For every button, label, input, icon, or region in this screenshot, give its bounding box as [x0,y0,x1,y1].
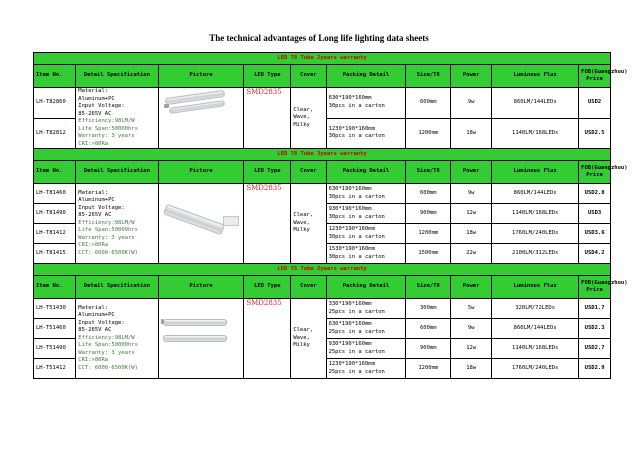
carton-quantity: 30pcs in a carton [328,102,385,109]
spec-line: 85-265V AC [78,212,112,219]
carton-size: 1230*190*160mm [328,125,375,132]
fob-price: USD4.2 [579,244,611,264]
column-header-row [34,65,611,88]
header-packing: Packing Detail [326,65,406,88]
spec-line: Material: [78,189,109,196]
packing-detail [326,224,406,244]
section-heading-row [34,53,611,65]
header-fob: FOB(Guangzhou) Price [579,161,611,184]
carton-size: 330*190*160mm [328,301,372,307]
led-type: SMD2835 [246,88,282,96]
tube-size: 1200mm [406,359,451,379]
header-picture: Picture [158,65,244,88]
carton-size: 1230*190*160mm [328,361,375,367]
power: 18w [451,118,492,149]
item-number: LH-T51412 [34,359,76,379]
section-heading-row [34,149,611,161]
power: 18w [451,359,492,379]
luminous-flux: 1760LM/240LEDs [492,359,579,379]
header-cover: Cover [291,65,326,88]
section-heading: LED T5 Tube 2years warranty [34,264,611,276]
header-led: LED Type [244,161,291,184]
fob-price: USD2 [579,88,611,119]
item-number: LH-T82860 [34,88,76,119]
header-flux: Luminous Flux [492,276,579,299]
fob-price: USD2.7 [579,339,611,359]
fob-price: USD2.3 [579,319,611,339]
spec-line: CCT: 6000-6500K(W) [78,249,138,256]
carton-quantity: 25pcs in a carton [328,368,385,375]
carton-size: 630*190*160mm [328,95,372,102]
luminous-flux: 860LM/144LEDs [492,88,579,119]
carton-quantity: 30pcs in a carton [328,133,385,140]
luminous-flux: 2100LM/312LEDs [492,244,579,264]
header-item: Item No. [34,65,76,88]
packing-detail [326,118,406,149]
luminous-flux: 320LM/72LEDs [492,299,579,319]
carton-size: 1530*190*160mm [328,246,375,252]
header-item: Item No. [34,161,76,184]
data-sheet-table [33,52,628,379]
luminous-flux: 1140LM/168LEDs [492,204,579,224]
header-packing: Packing Detail [326,276,406,299]
fob-price: USD1.7 [579,299,611,319]
item-number: LH-T81415 [34,244,76,264]
header-flux: Luminous Flux [492,161,579,184]
power: 18w [451,224,492,244]
header-picture: Picture [158,161,244,184]
tube-shape [163,204,225,236]
tube-size: 300mm [406,299,451,319]
tube-size: 600mm [406,319,451,339]
packing-detail [326,88,406,119]
fob-price: USD2.5 [579,118,611,149]
power: 9w [451,184,492,204]
led-type-cell [244,299,291,379]
header-picture: Picture [158,276,244,299]
product-picture [158,184,244,264]
carton-quantity: 25pcs in a carton [328,328,385,335]
power: 9w [451,319,492,339]
item-number: LH-T81412 [34,224,76,244]
fob-price: USD2.8 [579,184,611,204]
detail-specification [76,299,158,379]
power: 9w [451,88,492,119]
spec-line: Material: [78,88,109,94]
luminous-flux: 1140LM/168LEDs [492,339,579,359]
luminous-flux: 1140LM/168LEDs [492,118,579,149]
spec-line: Efficiency:98LM/W [78,334,135,341]
item-number: LH-T51490 [34,339,76,359]
led-type-cell [244,88,291,149]
spec-line: Aluminum+PC [78,95,115,102]
luminous-flux: 860LM/144LEDs [492,184,579,204]
header-size: Size/T8 [406,276,451,299]
led-chip-image [223,216,239,226]
fob-price: USD3 [579,204,611,224]
spec-line: Input Voltage: [78,103,125,109]
table-row [34,299,611,319]
carton-quantity: 30pcs in a carton [328,193,385,200]
luminous-flux: 860LM/144LEDs [492,319,579,339]
led-type: SMD2835 [246,299,282,307]
spec-line: 85-265V AC [78,327,112,334]
spec-line: Material: [78,304,109,311]
header-fob: FOB(Guangzhou) Price [579,276,611,299]
carton-quantity: 25pcs in a carton [328,348,385,355]
spec-line: Warranty: 3 years [78,234,135,241]
header-power: Power [451,161,492,184]
carton-size: 930*190*160mm [328,341,372,347]
carton-size: 630*190*160mm [328,321,372,327]
spec-line: Life Span:50000hrs [78,227,138,234]
power: 5w [451,299,492,319]
packing-detail [326,184,406,204]
spec-line: Life Span:50000hrs [78,342,138,349]
spec-line: Input Voltage: [78,204,125,211]
packing-detail [326,339,406,359]
header-power: Power [451,276,492,299]
spec-line: Input Voltage: [78,319,125,326]
packing-detail [326,319,406,339]
header-led: LED Type [244,276,291,299]
packing-detail [326,244,406,264]
header-size: Size/T8 [406,65,451,88]
spec-line: CCT: 6000-6500K(W) [78,364,138,371]
section-heading-row [34,264,611,276]
fob-price: USD3.6 [579,224,611,244]
cover-options: Clear, Wave, Milky [291,299,326,379]
packing-detail [326,204,406,224]
spec-line: Warranty: 3 years [78,133,135,139]
tube-size: 600mm [406,184,451,204]
tube-image [159,88,244,148]
tube-size: 1500mm [406,244,451,264]
spec-line: Efficiency:98LM/W [78,219,135,226]
power: 12w [451,204,492,224]
header-cover: Cover [291,276,326,299]
fob-price: USD2.9 [579,359,611,379]
led-type-cell [244,184,291,264]
tube-size: 600mm [406,88,451,119]
spec-line: 85-265V AC [78,110,112,117]
header-detail: Detail Specification [76,276,158,299]
item-number: LH-T81460 [34,184,76,204]
tube-size: 900mm [406,339,451,359]
tube-end-cap [164,104,169,108]
header-flux: Luminous Flux [492,65,579,88]
column-header-row [34,161,611,184]
spec-line: Aluminum+PC [78,312,115,319]
carton-size: 930*190*160mm [328,206,372,212]
spec-line: Aluminum+PC [78,197,115,204]
spec-line: Warranty: 3 years [78,349,135,356]
table-row [34,184,611,204]
header-cover: Cover [291,161,326,184]
spec-line: CRI:>80Ra [78,242,109,249]
spec-line: Life Span:50000hrs [78,125,138,132]
header-size: Size/T8 [406,161,451,184]
section-heading: LED T8 Tube 3years warranty [34,149,611,161]
carton-quantity: 25pcs in a carton [328,308,385,315]
header-led: LED Type [244,65,291,88]
item-number: LH-T51460 [34,319,76,339]
carton-quantity: 30pcs in a carton [328,233,385,240]
page-title: The technical advantages of Long life lighting data sheets [209,33,429,43]
tube-image [159,299,244,378]
header-fob: FOB(Guangzhou) Price [579,65,611,88]
tube-shape [163,335,227,342]
spec-line: Efficiency:98LM/W [78,118,135,124]
column-header-row [34,276,611,299]
detail-specification [76,184,158,264]
tube-size: 1200mm [406,118,451,149]
packing-detail [326,359,406,379]
carton-quantity: 30pcs in a carton [328,213,385,220]
cover-options: Clear, Wave, Milky [291,184,326,264]
tube-end-cap [161,319,164,324]
item-number: LH-T82812 [34,118,76,149]
header-power: Power [451,65,492,88]
carton-size: 1230*190*160mm [328,226,375,232]
cover-options: Clear, Wave, Milky [291,88,326,149]
item-number: LH-T51430 [34,299,76,319]
header-item: Item No. [34,276,76,299]
spec-line: CRI:>80Ra [78,357,109,364]
header-detail: Detail Specification [76,161,158,184]
spec-line: CRI:>80Ra [78,140,109,147]
detail-specification [76,88,158,149]
product-picture [158,299,244,379]
product-picture [158,88,244,149]
header-packing: Packing Detail [326,161,406,184]
section-heading: LED T8 Tube 2years warranty [34,53,611,65]
tube-shape [163,319,227,326]
table-row [34,88,611,119]
luminous-flux: 1760LM/240LEDs [492,224,579,244]
power: 22w [451,244,492,264]
tube-image [159,184,244,263]
tube-size: 900mm [406,204,451,224]
carton-quantity: 30pcs in a carton [328,253,385,260]
led-type: SMD2835 [246,184,282,192]
power: 12w [451,339,492,359]
packing-detail [326,299,406,319]
tube-size: 1200mm [406,224,451,244]
carton-size: 630*190*160mm [328,186,372,192]
header-detail: Detail Specification [76,65,158,88]
item-number: LH-T81490 [34,204,76,224]
